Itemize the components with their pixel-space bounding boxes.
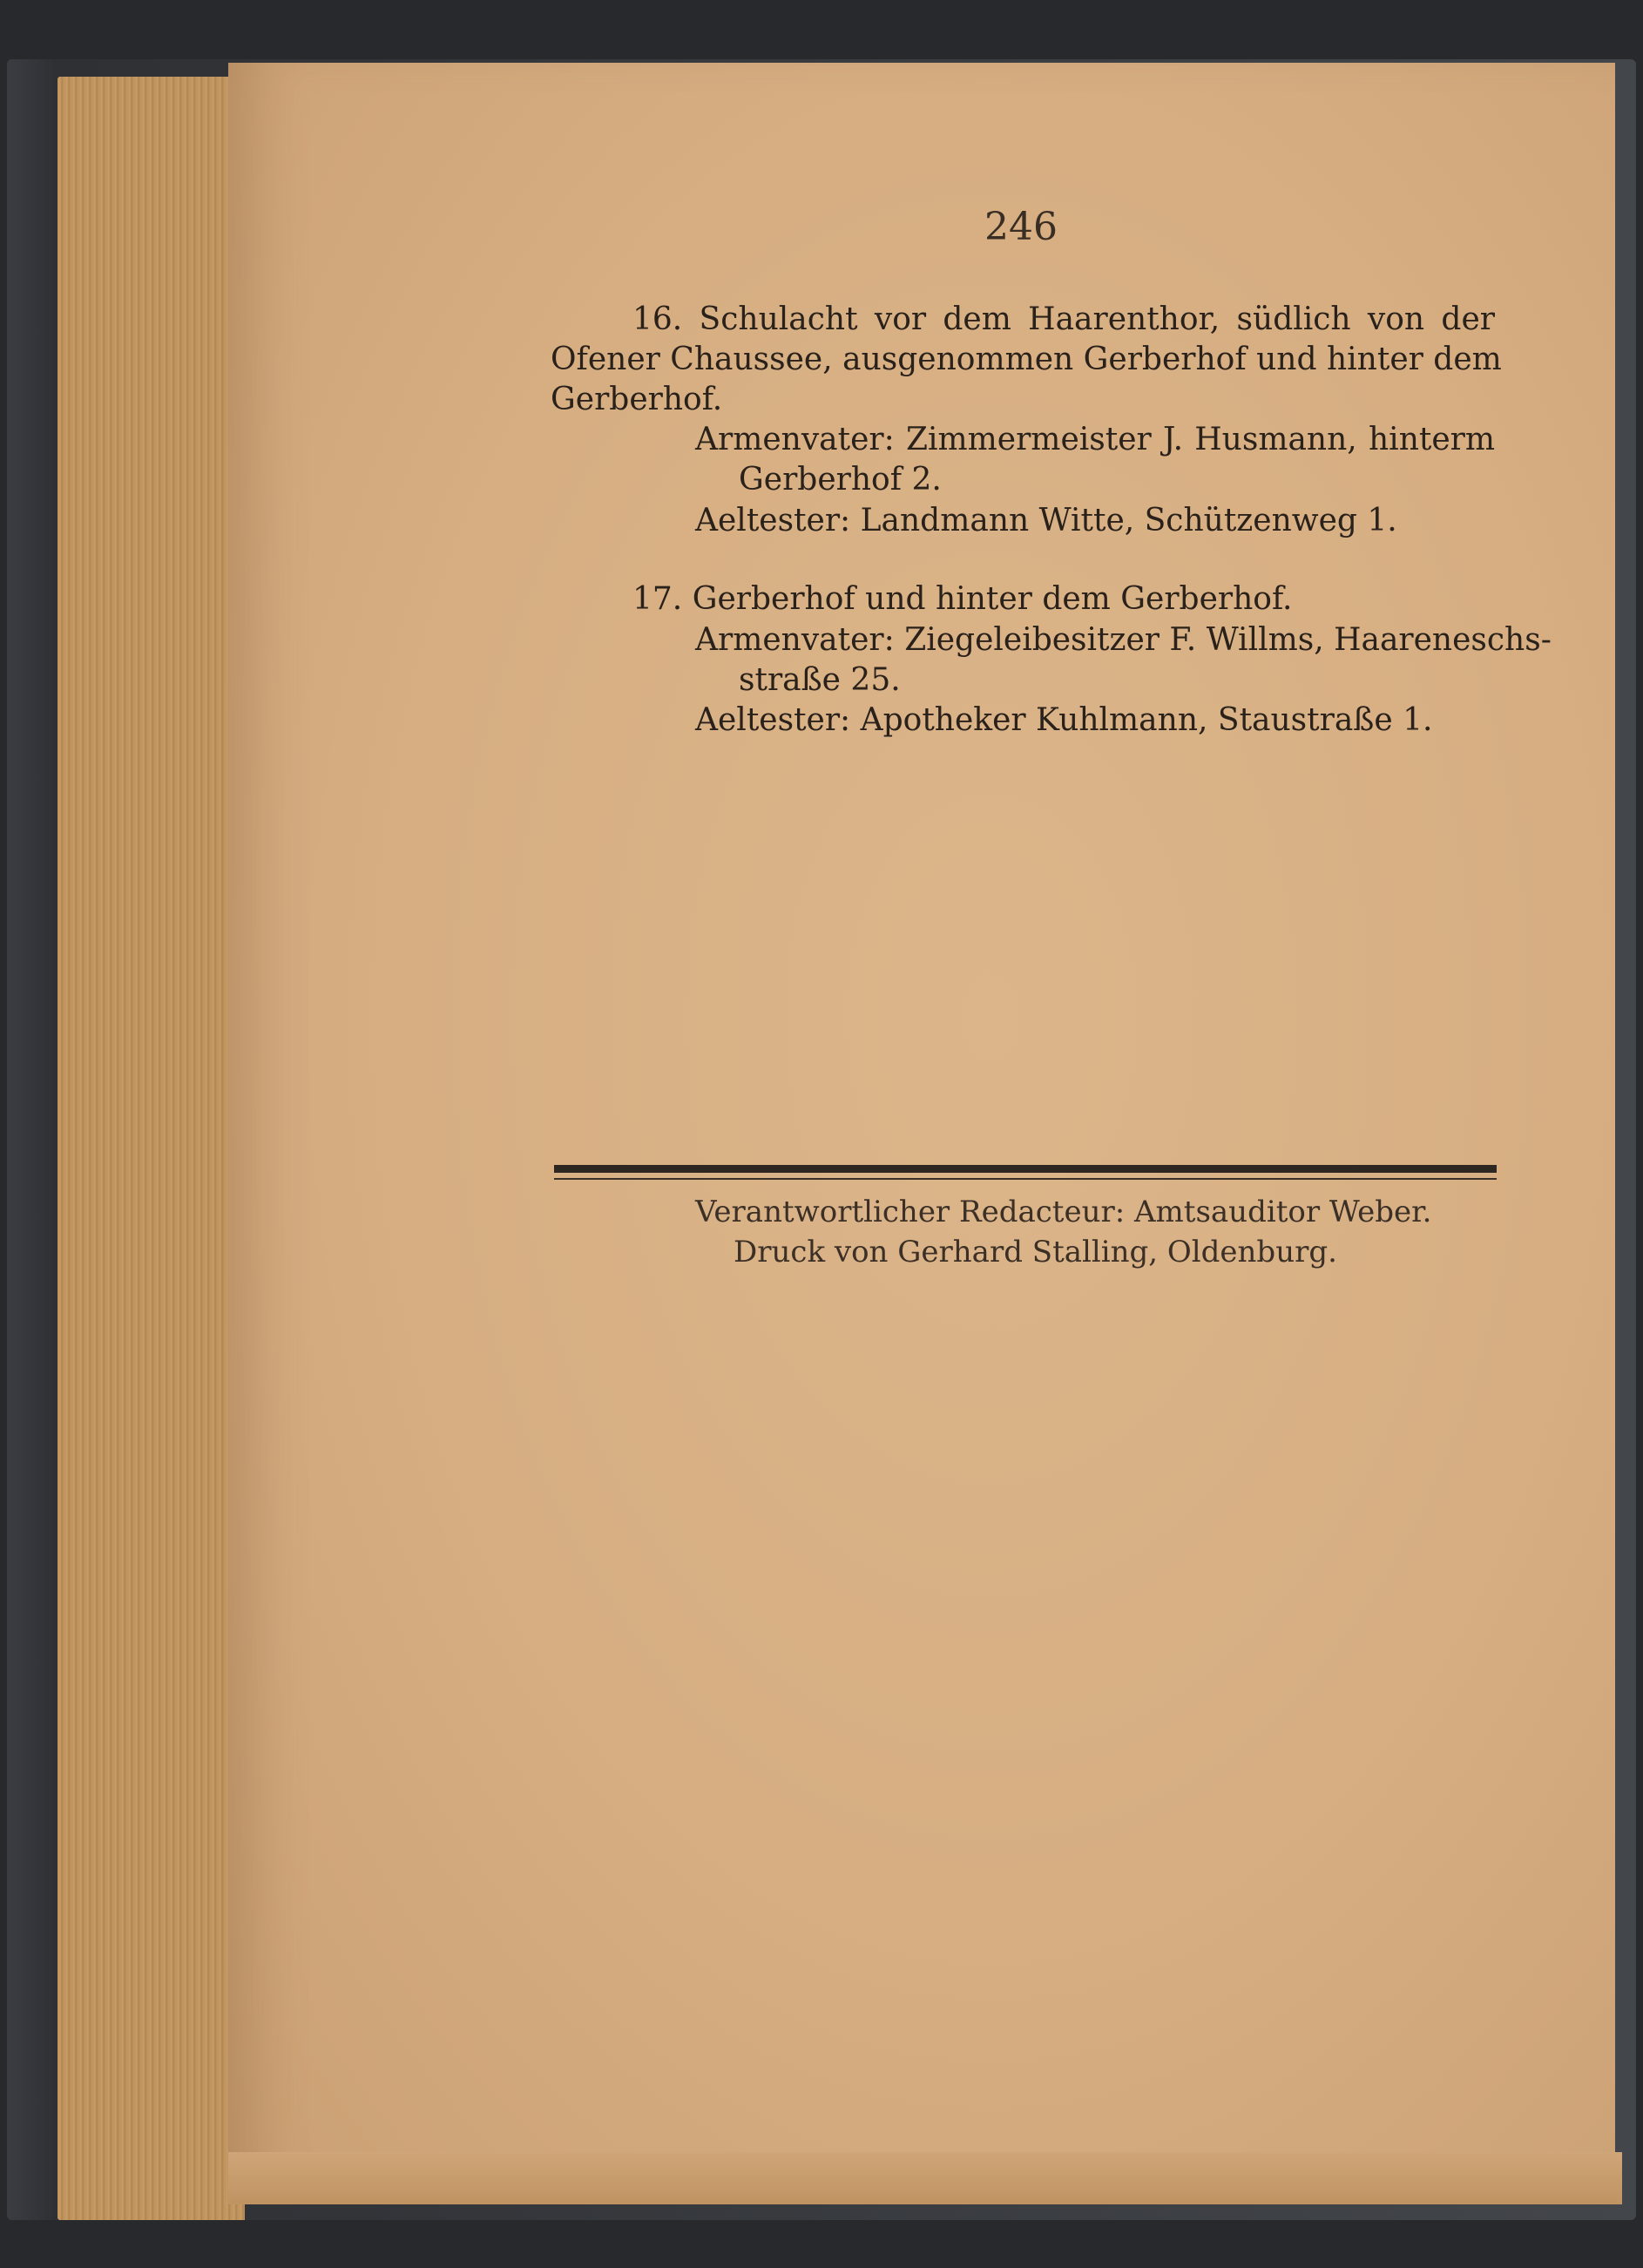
book-page [228, 63, 1615, 2184]
entry-16-line-1: 16. Schulacht vor dem Haarenthor, südlich von der [632, 301, 1495, 337]
entry-17-armenvater: Armenvater: Ziegeleibesitzer F. Willms, Haareneschs- [695, 622, 1552, 658]
entry-16-line-3: Gerberhof. [551, 382, 723, 417]
imprint-editor: Verantwortlicher Redacteur: Amtsauditor Weber. [695, 1195, 1432, 1229]
page-bottom-edge [228, 2152, 1622, 2204]
imprint-rule-thin [554, 1178, 1497, 1180]
entry-16-armenvater-cont: Gerberhof 2. [739, 462, 942, 498]
imprint-printer: Druck von Gerhard Stalling, Oldenburg. [734, 1235, 1337, 1269]
entry-16-line-2: Ofener Chaussee, ausgenommen Gerberhof und hinter dem [551, 342, 1502, 377]
entry-17-line-1: 17. Gerberhof und hinter dem Gerberhof. [632, 581, 1293, 617]
entry-17-armenvater-cont: straße 25. [739, 662, 901, 698]
entry-16-armenvater: Armenvater: Zimmermeister J. Husmann, hinterm [695, 422, 1495, 457]
page-number: 246 [984, 205, 1058, 249]
entry-17-aeltester: Aeltester: Apotheker Kuhlmann, Staustraße 1. [695, 702, 1433, 738]
page-edges [57, 77, 245, 2220]
entry-16-aeltester: Aeltester: Landmann Witte, Schützenweg 1. [695, 503, 1397, 538]
imprint-rule-thick [554, 1165, 1497, 1173]
